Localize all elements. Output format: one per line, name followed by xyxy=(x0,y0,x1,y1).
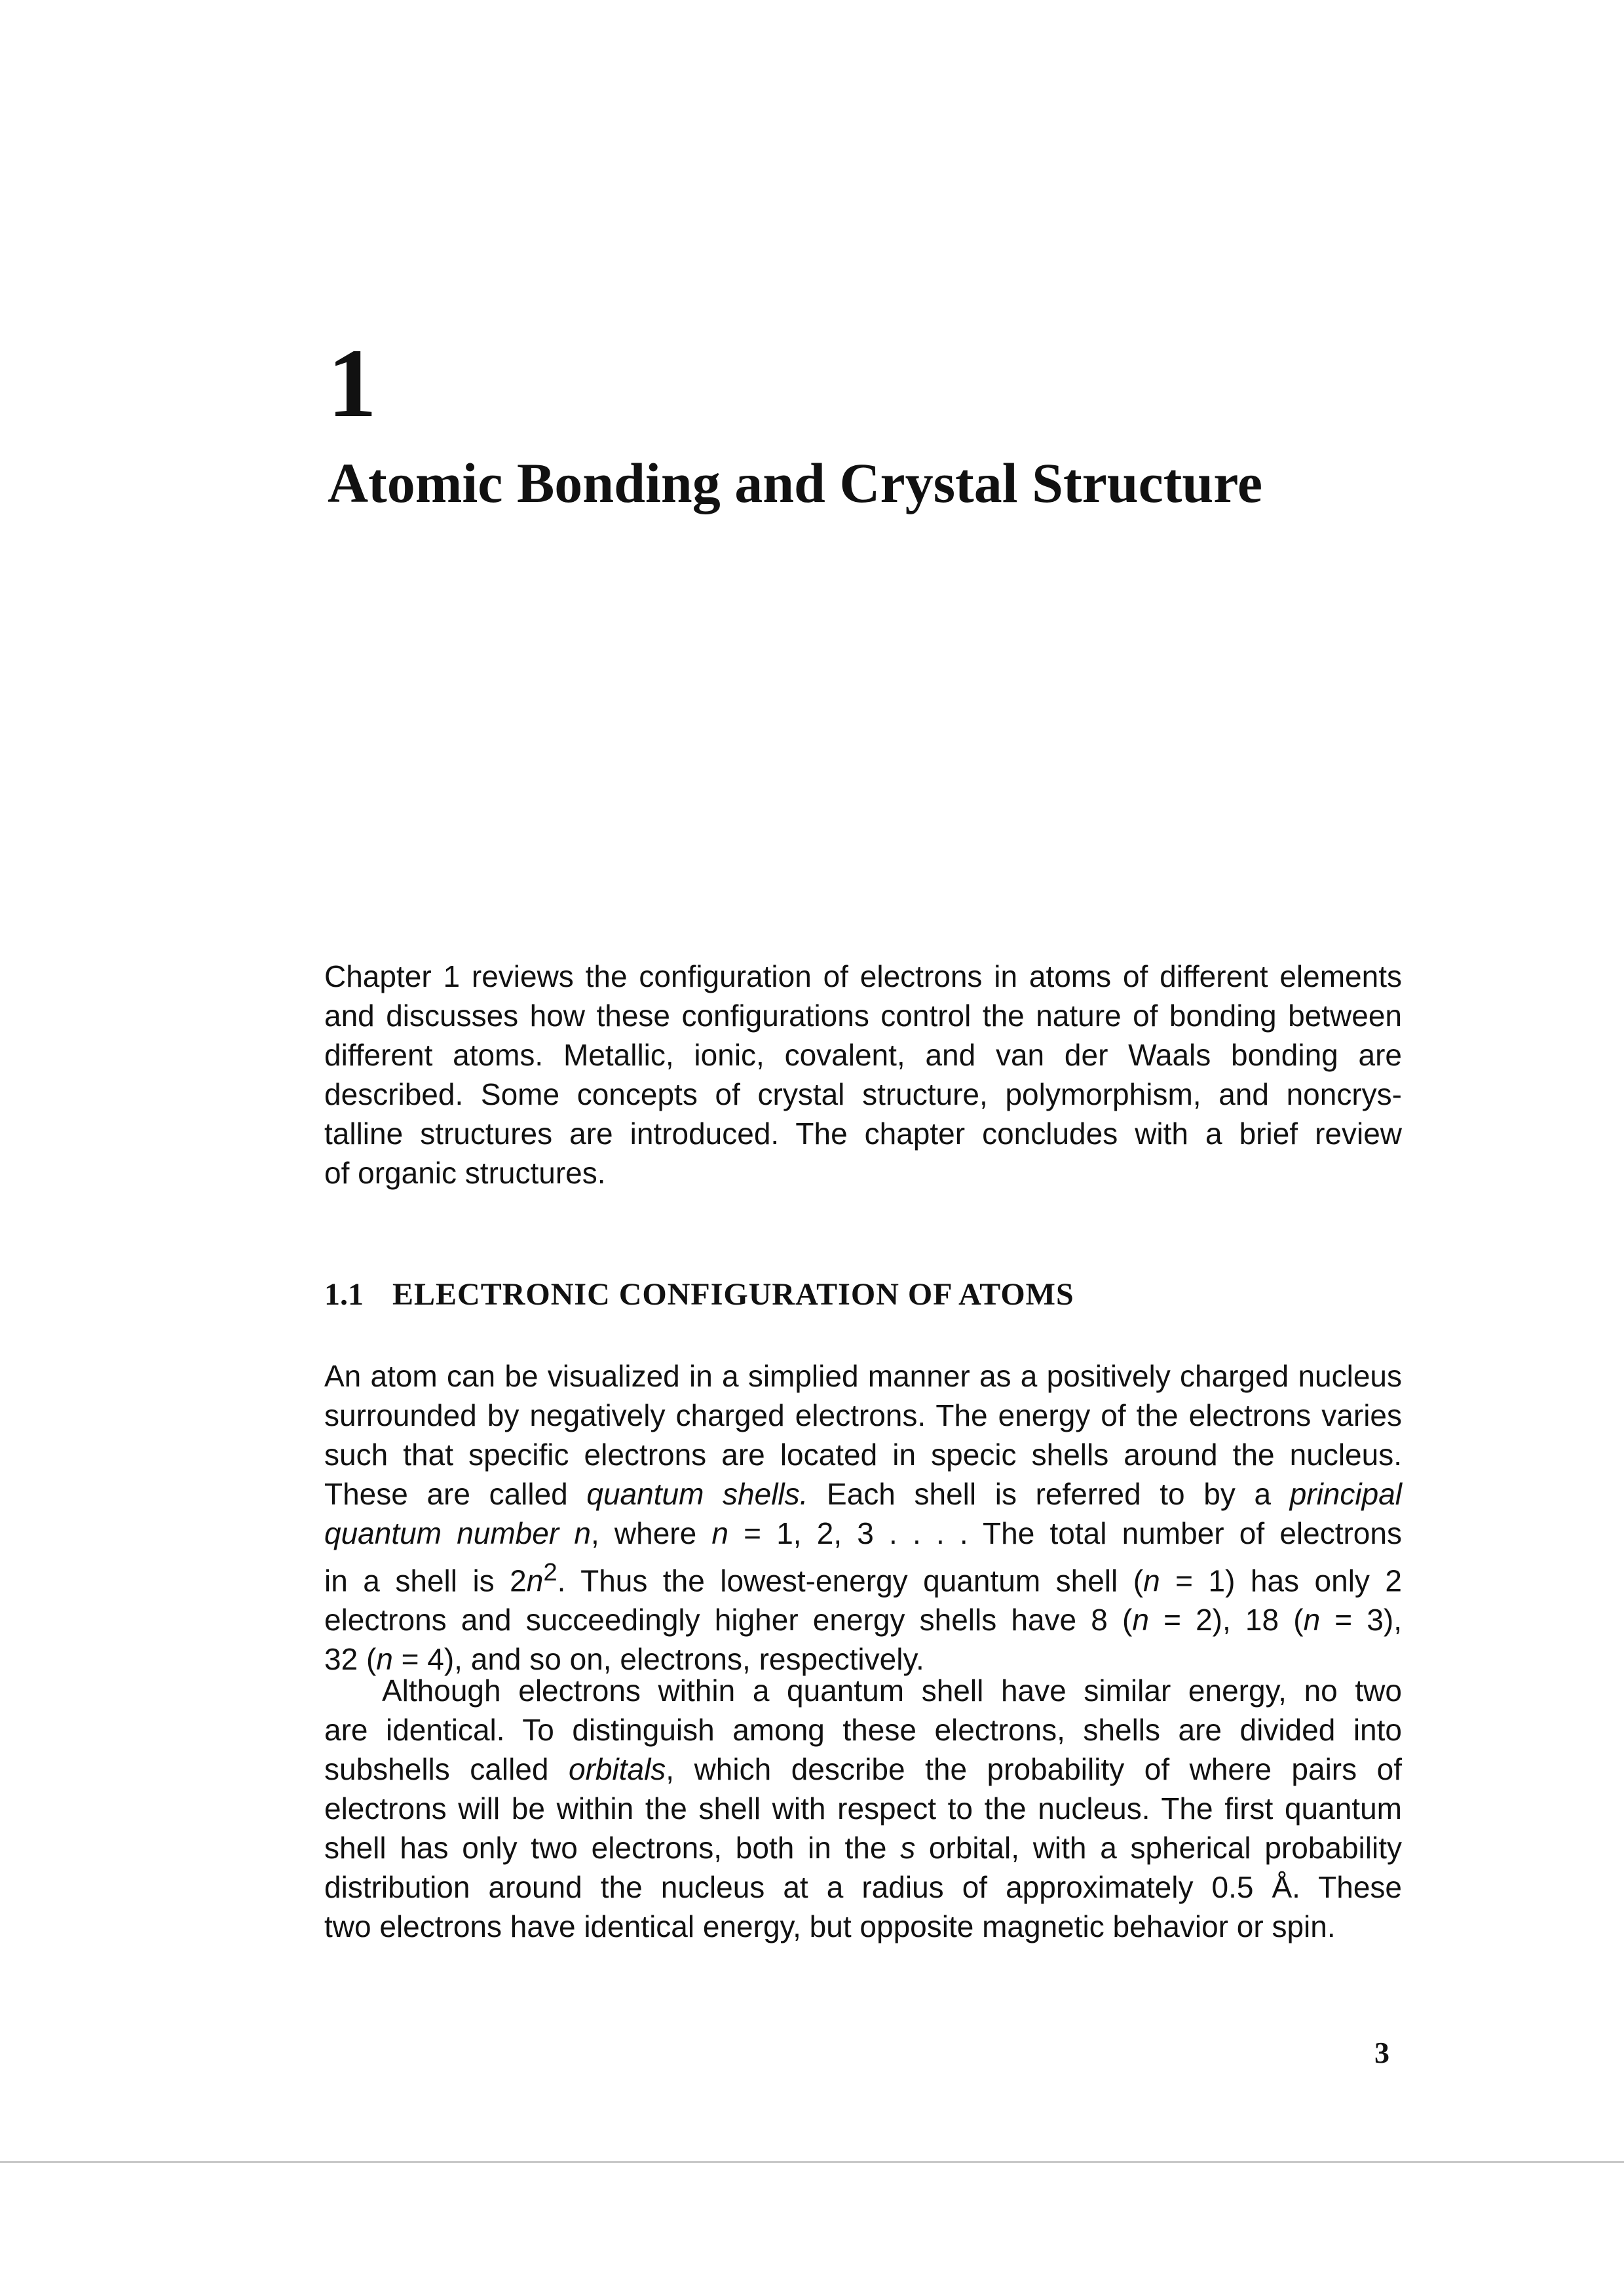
var-n: n xyxy=(1132,1603,1149,1637)
body-line xyxy=(324,1474,1402,1514)
text-run: shell has only two electrons, both in the xyxy=(324,1831,901,1865)
page-number: 3 xyxy=(1374,2036,1389,2069)
section-number: 1.1 xyxy=(324,1277,364,1312)
paragraph-2 xyxy=(324,1671,1402,1946)
var-n: n xyxy=(1143,1563,1160,1598)
chapter-number: 1 xyxy=(328,329,377,438)
text-run: These are called xyxy=(324,1477,587,1511)
body-line: distribution around the nucleus at a radius of approximately 0.5 Å. These xyxy=(324,1870,1402,1904)
page-divider xyxy=(0,2161,1624,2163)
text-run: = 3), xyxy=(1320,1603,1403,1637)
term-principal: principal xyxy=(1289,1477,1402,1511)
var-n: n xyxy=(711,1516,728,1550)
intro-line: Chapter 1 reviews the configuration of electrons in atoms of different elements xyxy=(324,959,1402,993)
body-line xyxy=(324,1828,1402,1867)
text-run: electrons and succeedingly higher energy shells have 8 ( xyxy=(324,1603,1133,1637)
text-run: = 2), 18 ( xyxy=(1148,1603,1304,1637)
intro-line: different atoms. Metallic, ionic, covalent, and van der Waals bonding are xyxy=(324,1038,1402,1072)
text-run: = 4), and so on, electrons, respectively. xyxy=(392,1642,924,1677)
intro-line: of organic structures. xyxy=(324,1156,606,1190)
body-line: such that specific electrons are located in specic shells around the nucleus. xyxy=(324,1438,1402,1472)
text-run: , where xyxy=(590,1516,712,1550)
text-run: . Thus the lowest-energy quantum shell ( xyxy=(557,1563,1144,1598)
text-run: = 1) has only 2 xyxy=(1160,1563,1402,1598)
text-run: orbital, with a spherical probability xyxy=(915,1831,1402,1865)
body-line: Although electrons within a quantum shell have similar energy, no two xyxy=(382,1674,1402,1708)
body-line: are identical. To distinguish among these electrons, shells are divided into xyxy=(324,1713,1402,1747)
var-n: n xyxy=(376,1642,393,1677)
term-orbitals: orbitals xyxy=(569,1752,666,1786)
text-run: , which describe the probability of where pairs of xyxy=(666,1752,1402,1786)
term-quantum-number: quantum number n xyxy=(324,1516,591,1550)
var-n: n xyxy=(526,1563,544,1598)
body-line xyxy=(324,1600,1402,1639)
body-line: An atom can be visualized in a simplied manner as a positively charged nucleus xyxy=(324,1359,1402,1393)
body-line xyxy=(324,1750,1402,1789)
section-title: ELECTRONIC CONFIGURATION OF ATOMS xyxy=(392,1277,1074,1312)
text-run: 32 ( xyxy=(324,1642,377,1677)
intro-line: talline structures are introduced. The chapter concludes with a brief review xyxy=(324,1117,1402,1151)
text-run: = 1, 2, 3 . . . . The total number of electrons xyxy=(728,1516,1402,1550)
body-line xyxy=(324,1553,1402,1600)
body-line: two electrons have identical energy, but opposite magnetic behavior or spin. xyxy=(324,1909,1336,1943)
var-n: n xyxy=(1303,1603,1321,1637)
chapter-title: Atomic Bonding and Crystal Structure xyxy=(328,451,1263,514)
section-heading xyxy=(324,1275,1074,1314)
term-quantum-shells: quantum shells. xyxy=(586,1477,808,1511)
body-line: surrounded by negatively charged electrons. The energy of the electrons varies xyxy=(324,1398,1402,1432)
paragraph-1 xyxy=(324,1356,1402,1679)
intro-line: and discusses how these configurations control the nature of bonding between xyxy=(324,999,1402,1033)
intro-line: described. Some concepts of crystal structure, polymorphism, and noncrys- xyxy=(324,1077,1402,1111)
superscript: 2 xyxy=(543,1558,557,1586)
chapter-intro xyxy=(324,957,1402,1193)
body-line: electrons will be within the shell with respect to the nucleus. The first quantum xyxy=(324,1791,1402,1826)
text-run: subshells called xyxy=(324,1752,569,1786)
text-run: in a shell is 2 xyxy=(324,1563,527,1598)
text-run: Each shell is referred to by a xyxy=(808,1477,1290,1511)
body-line xyxy=(324,1514,1402,1553)
term-s-orbital: s xyxy=(900,1831,916,1865)
